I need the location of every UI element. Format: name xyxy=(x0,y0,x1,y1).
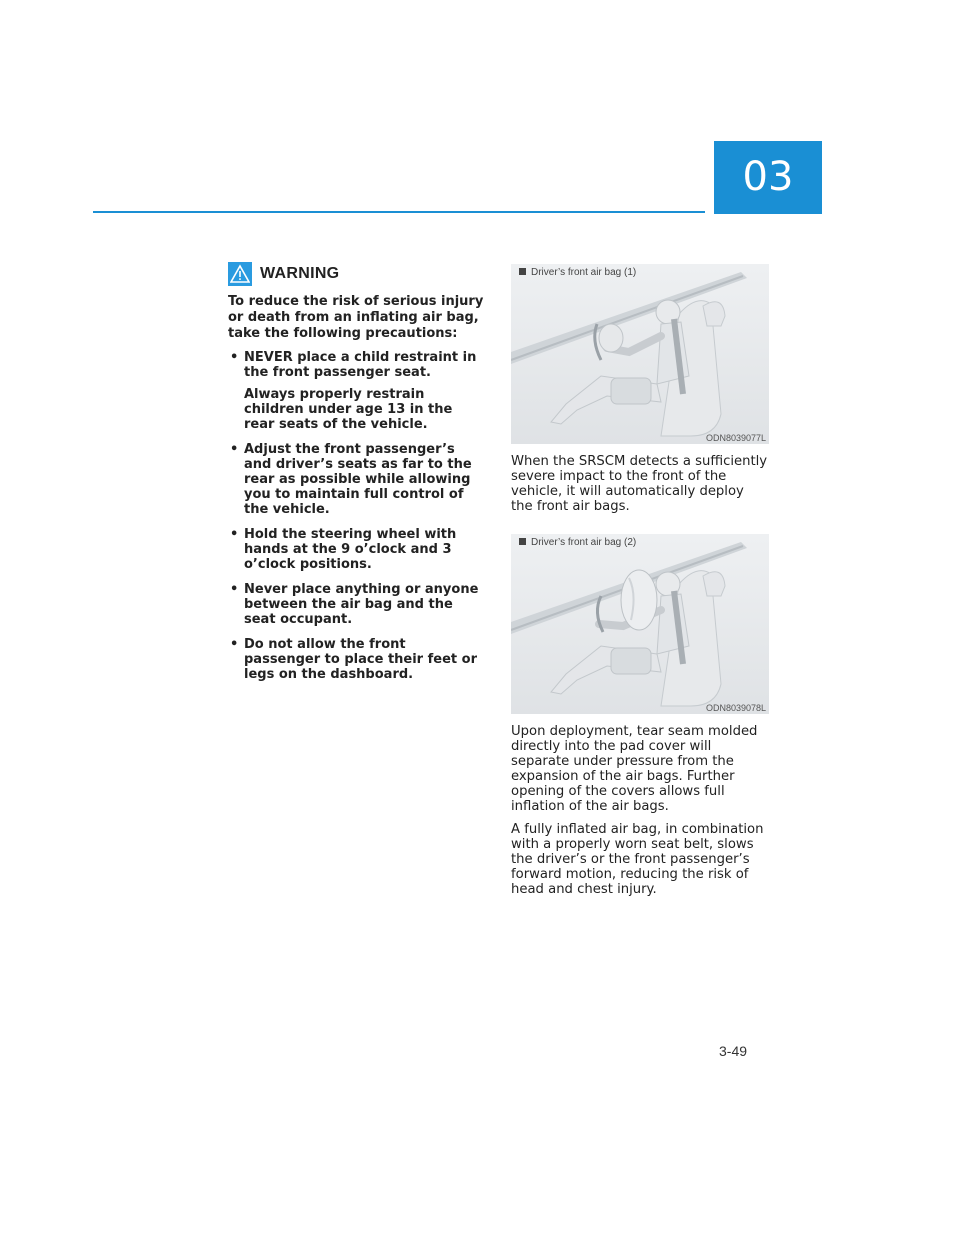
warning-item xyxy=(228,527,486,572)
warning-item xyxy=(228,350,486,432)
warning-item-subtext: Always properly restrain children under age 13 in the rear seats of the vehicle. xyxy=(244,387,453,432)
warning-item-text: Adjust the front passenger’s and driver’s seats as far to the rear as possible while allowing you to maintain full control of the vehicle. xyxy=(244,442,472,517)
driver-airbag-illustration xyxy=(511,264,769,444)
warning-intro: To reduce the risk of serious injury or death from an inflating air bag, take the following precautions: xyxy=(228,294,484,341)
warning-icon xyxy=(228,262,252,286)
header-rule xyxy=(93,211,705,213)
warning-item xyxy=(228,582,486,627)
figure-code: ODN8039078L xyxy=(705,703,766,713)
figure-airbag-2 xyxy=(511,534,769,714)
warning-item-text: NEVER place a child restraint in the front passenger seat. xyxy=(244,350,477,380)
right-column xyxy=(511,264,769,897)
warning-box xyxy=(228,262,486,692)
paragraph-1: When the SRSCM detects a sufficiently severe impact to the front of the vehicle, it will automatically deploy the front air bags. xyxy=(511,454,768,514)
warning-item xyxy=(228,442,486,517)
warning-header xyxy=(228,262,486,286)
chapter-tab: 03 xyxy=(714,141,822,214)
paragraph-2: Upon deployment, tear seam molded directly into the pad cover will separate under pressure from the expansion of the air bags. Further opening of the covers allows full inflation of the air bags. xyxy=(511,724,758,814)
warning-item xyxy=(228,637,486,682)
warning-title: WARNING xyxy=(260,265,340,282)
figure-code: ODN8039077L xyxy=(705,433,766,443)
figure-caption: Driver’s front air bag (2) xyxy=(519,537,636,548)
figure-airbag-1 xyxy=(511,264,769,444)
paragraph-3: A fully inflated air bag, in combination with a properly worn seat belt, slows the driver’s or the front passenger’s forward motion, reducing the risk of head and chest injury. xyxy=(511,822,764,897)
driver-airbag-inflated-illustration xyxy=(511,534,769,714)
warning-item-text: Never place anything or anyone between the air bag and the seat occupant. xyxy=(244,582,479,627)
warning-item-text: Do not allow the front passenger to place their feet or legs on the dashboard. xyxy=(244,637,477,682)
warning-item-text: Hold the steering wheel with hands at the 9 o’clock and 3 o’clock positions. xyxy=(244,527,457,572)
figure-caption: Driver’s front air bag (1) xyxy=(519,267,636,278)
page-number: 3-49 xyxy=(719,1043,748,1059)
warning-list xyxy=(228,350,486,682)
